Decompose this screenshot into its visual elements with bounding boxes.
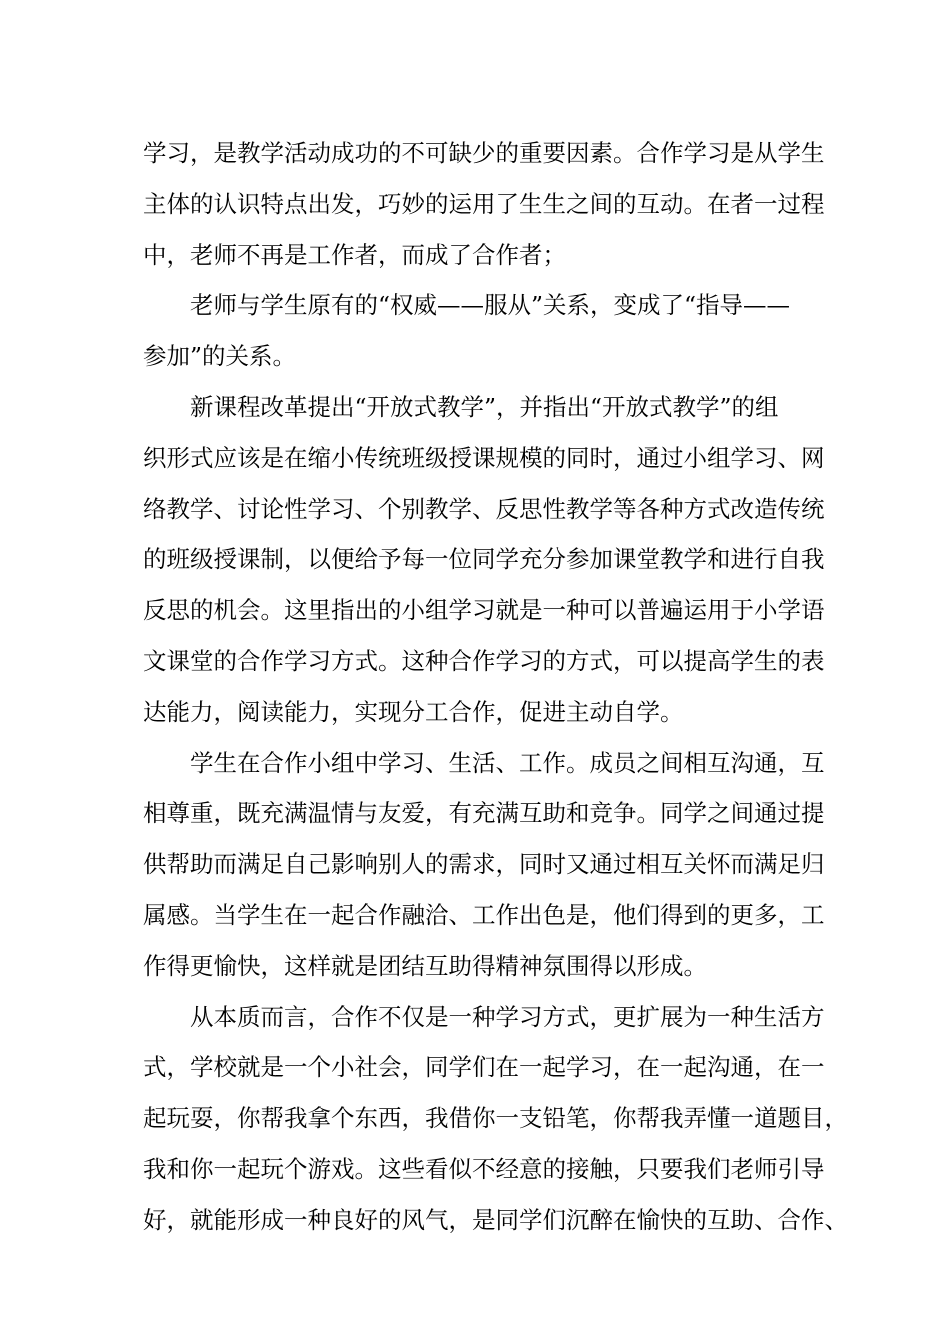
text-line: 文课堂的合作学习方式。这种合作学习的方式，可以提高学生的表 — [143, 646, 825, 675]
text-line: 供帮助而满足自己影响别人的需求，同时又通过相互关怀而满足归 — [143, 850, 825, 879]
paragraph-4 — [143, 738, 823, 992]
text-line: 主体的认识特点出发，巧妙的运用了生生之间的互动。在者一过程 — [143, 189, 825, 218]
paragraph-3 — [143, 382, 823, 738]
text-line: 起玩耍，你帮我拿个东西，我借你一支铅笔，你帮我弄懂一道题目， — [143, 1104, 848, 1133]
text-line: 络教学、讨论性学习、个别教学、反思性教学等各种方式改造传统 — [143, 494, 825, 523]
body-text — [143, 128, 848, 1246]
text-line: 新课程改革提出“开放式教学”，并指出“开放式教学”的组 — [190, 392, 779, 421]
text-line: 属感。当学生在一起合作融洽、工作出色是，他们得到的更多，工 — [143, 900, 825, 929]
text-line: 相尊重，既充满温情与友爱，有充满互助和竞争。同学之间通过提 — [143, 799, 825, 828]
text-line: 反思的机会。这里指出的小组学习就是一种可以普遍运用于小学语 — [143, 596, 825, 625]
text-line: 达能力，阅读能力，实现分工合作，促进主动自学。 — [143, 697, 684, 726]
text-line: 学生在合作小组中学习、生活、工作。成员之间相互沟通，互 — [190, 748, 825, 777]
text-line: 的班级授课制，以便给予每一位同学充分参加课堂教学和进行自我 — [143, 545, 825, 574]
text-line: 参加”的关系。 — [143, 342, 297, 371]
text-line: 好，就能形成一种良好的风气，是同学们沉醉在愉快的互助、合作、 — [143, 1205, 848, 1234]
text-line: 式，学校就是一个小社会，同学们在一起学习，在一起沟通，在一 — [143, 1053, 825, 1082]
paragraph-1 — [143, 128, 823, 280]
text-line: 作得更愉快，这样就是团结互助得精神氛围得以形成。 — [143, 951, 707, 980]
text-line: 从本质而言，合作不仅是一种学习方式，更扩展为一种生活方 — [190, 1002, 825, 1031]
paragraph-2 — [143, 280, 823, 382]
text-line: 织形式应该是在缩小传统班级授课规模的同时，通过小组学习、网 — [143, 443, 825, 472]
text-line: 老师与学生原有的“权威——服从”关系，变成了“指导—— — [190, 291, 791, 320]
paragraph-5 — [143, 992, 848, 1246]
text-line: 学习，是教学活动成功的不可缺少的重要因素。合作学习是从学生 — [143, 139, 825, 167]
text-line: 中，老师不再是工作者，而成了合作者； — [143, 240, 566, 269]
text-line: 我和你一起玩个游戏。这些看似不经意的接触，只要我们老师引导 — [143, 1154, 825, 1183]
